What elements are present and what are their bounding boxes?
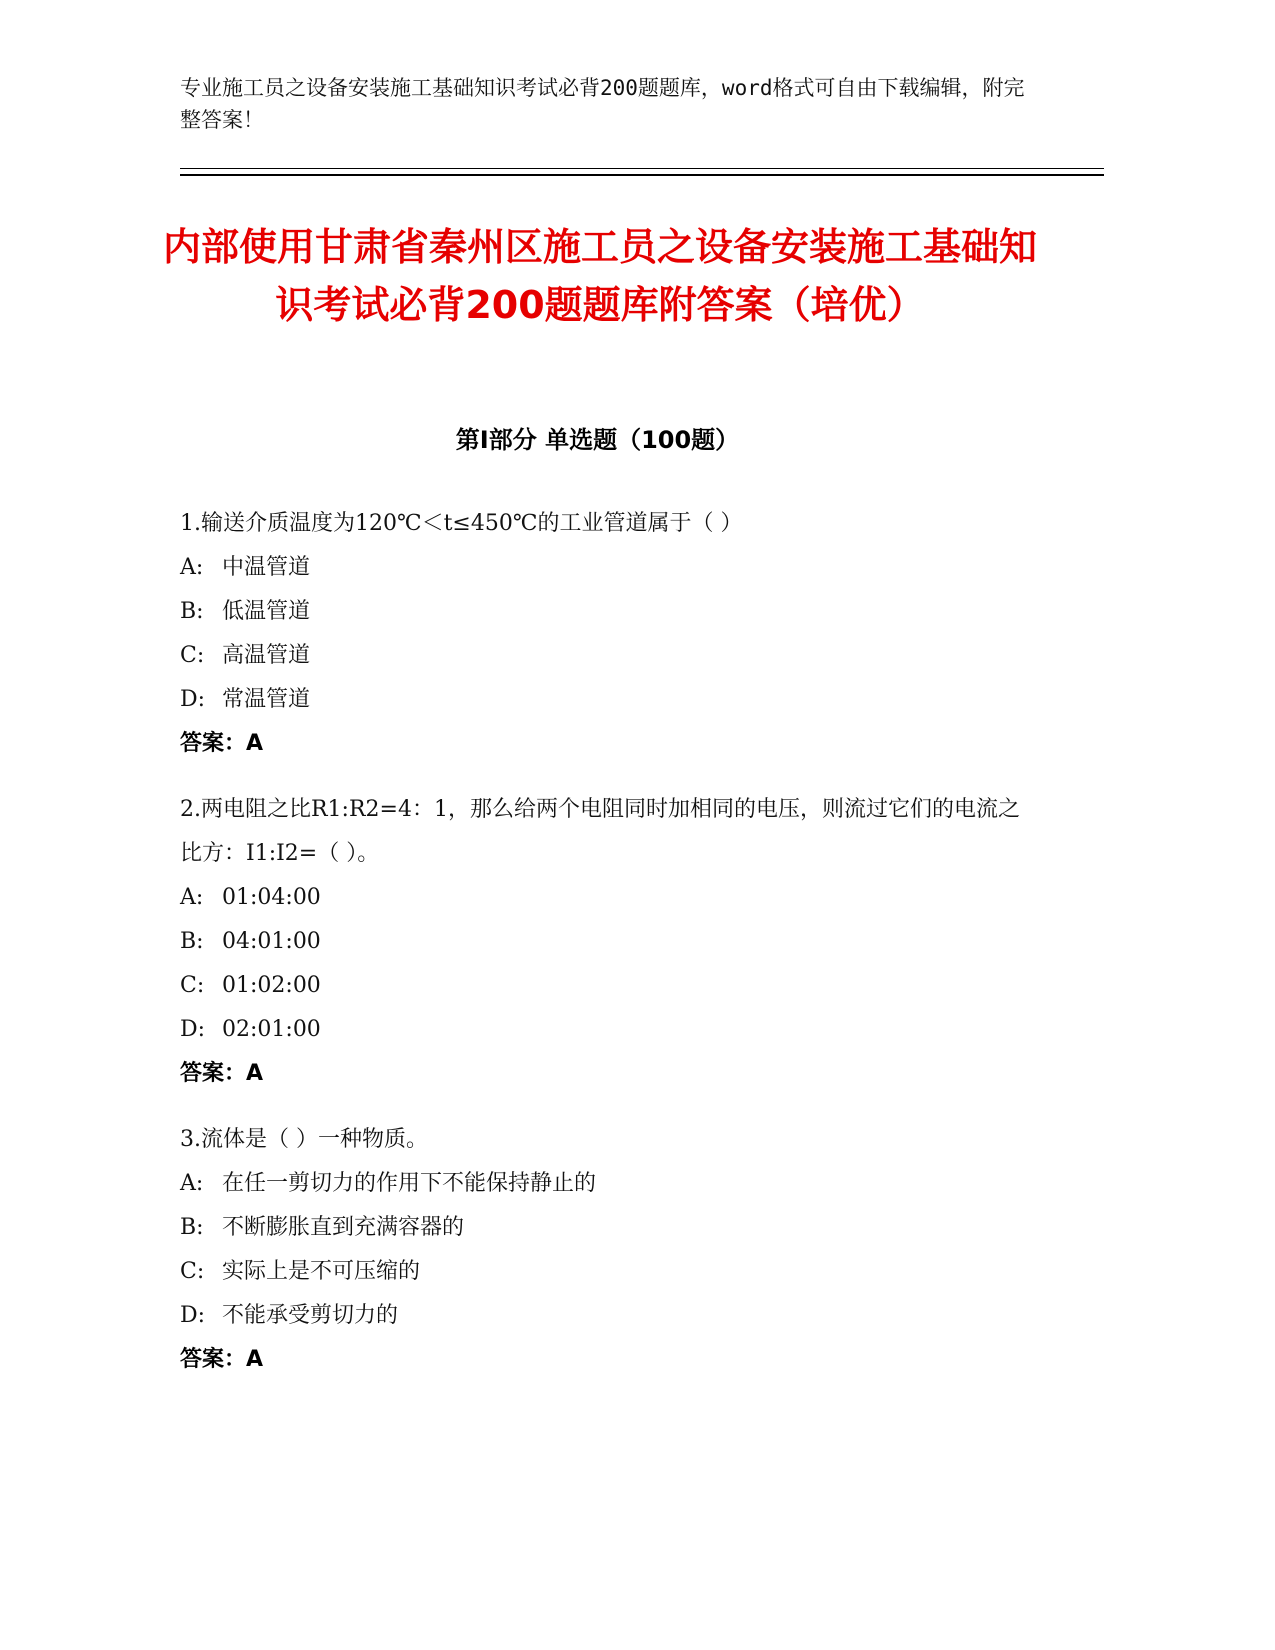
option-d [180,1294,1025,1338]
option-letter: A: [180,885,204,910]
header-divider-thin [180,168,1104,169]
option-text: 不断膨胀直到充满容器的 [222,1215,465,1240]
option-letter: C: [180,643,205,668]
question-text: 1.输送介质温度为120℃＜t≤450℃的工业管道属于（ ） [180,511,743,536]
option-text: 02:01:00 [222,1017,321,1042]
option-b [180,920,1025,964]
option-text: 不能承受剪切力的 [222,1303,399,1328]
option-text: 在任一剪切力的作用下不能保持静止的 [222,1171,597,1196]
option-letter: B: [180,599,204,624]
option-text: 高温管道 [222,643,311,668]
section-heading: 第Ⅰ部分 单选题（100题） [455,426,740,454]
option-letter: C: [180,1259,205,1284]
option-text: 04:01:00 [222,929,321,954]
document-title: 内部使用甘肃省秦州区施工员之设备安装施工基础知识考试必背200题题库附答案（培优） [162,225,1037,327]
option-letter: A: [180,555,204,580]
question-2 [180,788,1025,1096]
option-letter: C: [180,973,205,998]
option-c [180,634,1025,678]
option-text: 常温管道 [222,687,311,712]
option-text: 低温管道 [222,599,311,624]
option-a [180,546,1025,590]
option-letter: D: [180,687,206,712]
header-note: 专业施工员之设备安装施工基础知识考试必背200题题库，word格式可自由下载编辑，附完整答案！ [180,76,1025,132]
option-letter: D: [180,1017,206,1042]
option-a [180,1162,1025,1206]
option-c [180,1250,1025,1294]
question-text: 3.流体是（ ）一种物质。 [180,1127,428,1152]
option-text: 实际上是不可压缩的 [222,1259,421,1284]
option-c [180,964,1025,1008]
option-text: 01:02:00 [222,973,321,998]
option-letter: B: [180,929,204,954]
header-divider-thick [180,174,1104,176]
answer-line: 答案：A [180,731,264,756]
option-letter: A: [180,1171,204,1196]
question-text: 2.两电阻之比R1:R2=4：1，那么给两个电阻同时加相同的电压，则流过它们的电流之比方：I1:I2=（ ）。 [180,797,1020,866]
answer-line: 答案：A [180,1061,264,1086]
option-letter: B: [180,1215,204,1240]
option-text: 01:04:00 [222,885,321,910]
question-1 [180,502,1025,766]
option-d [180,678,1025,722]
option-a [180,876,1025,920]
answer-line: 答案：A [180,1347,264,1372]
question-list [180,502,1025,1404]
question-3 [180,1118,1025,1382]
option-text: 中温管道 [222,555,311,580]
option-d [180,1008,1025,1052]
option-letter: D: [180,1303,206,1328]
option-b [180,590,1025,634]
option-b [180,1206,1025,1250]
